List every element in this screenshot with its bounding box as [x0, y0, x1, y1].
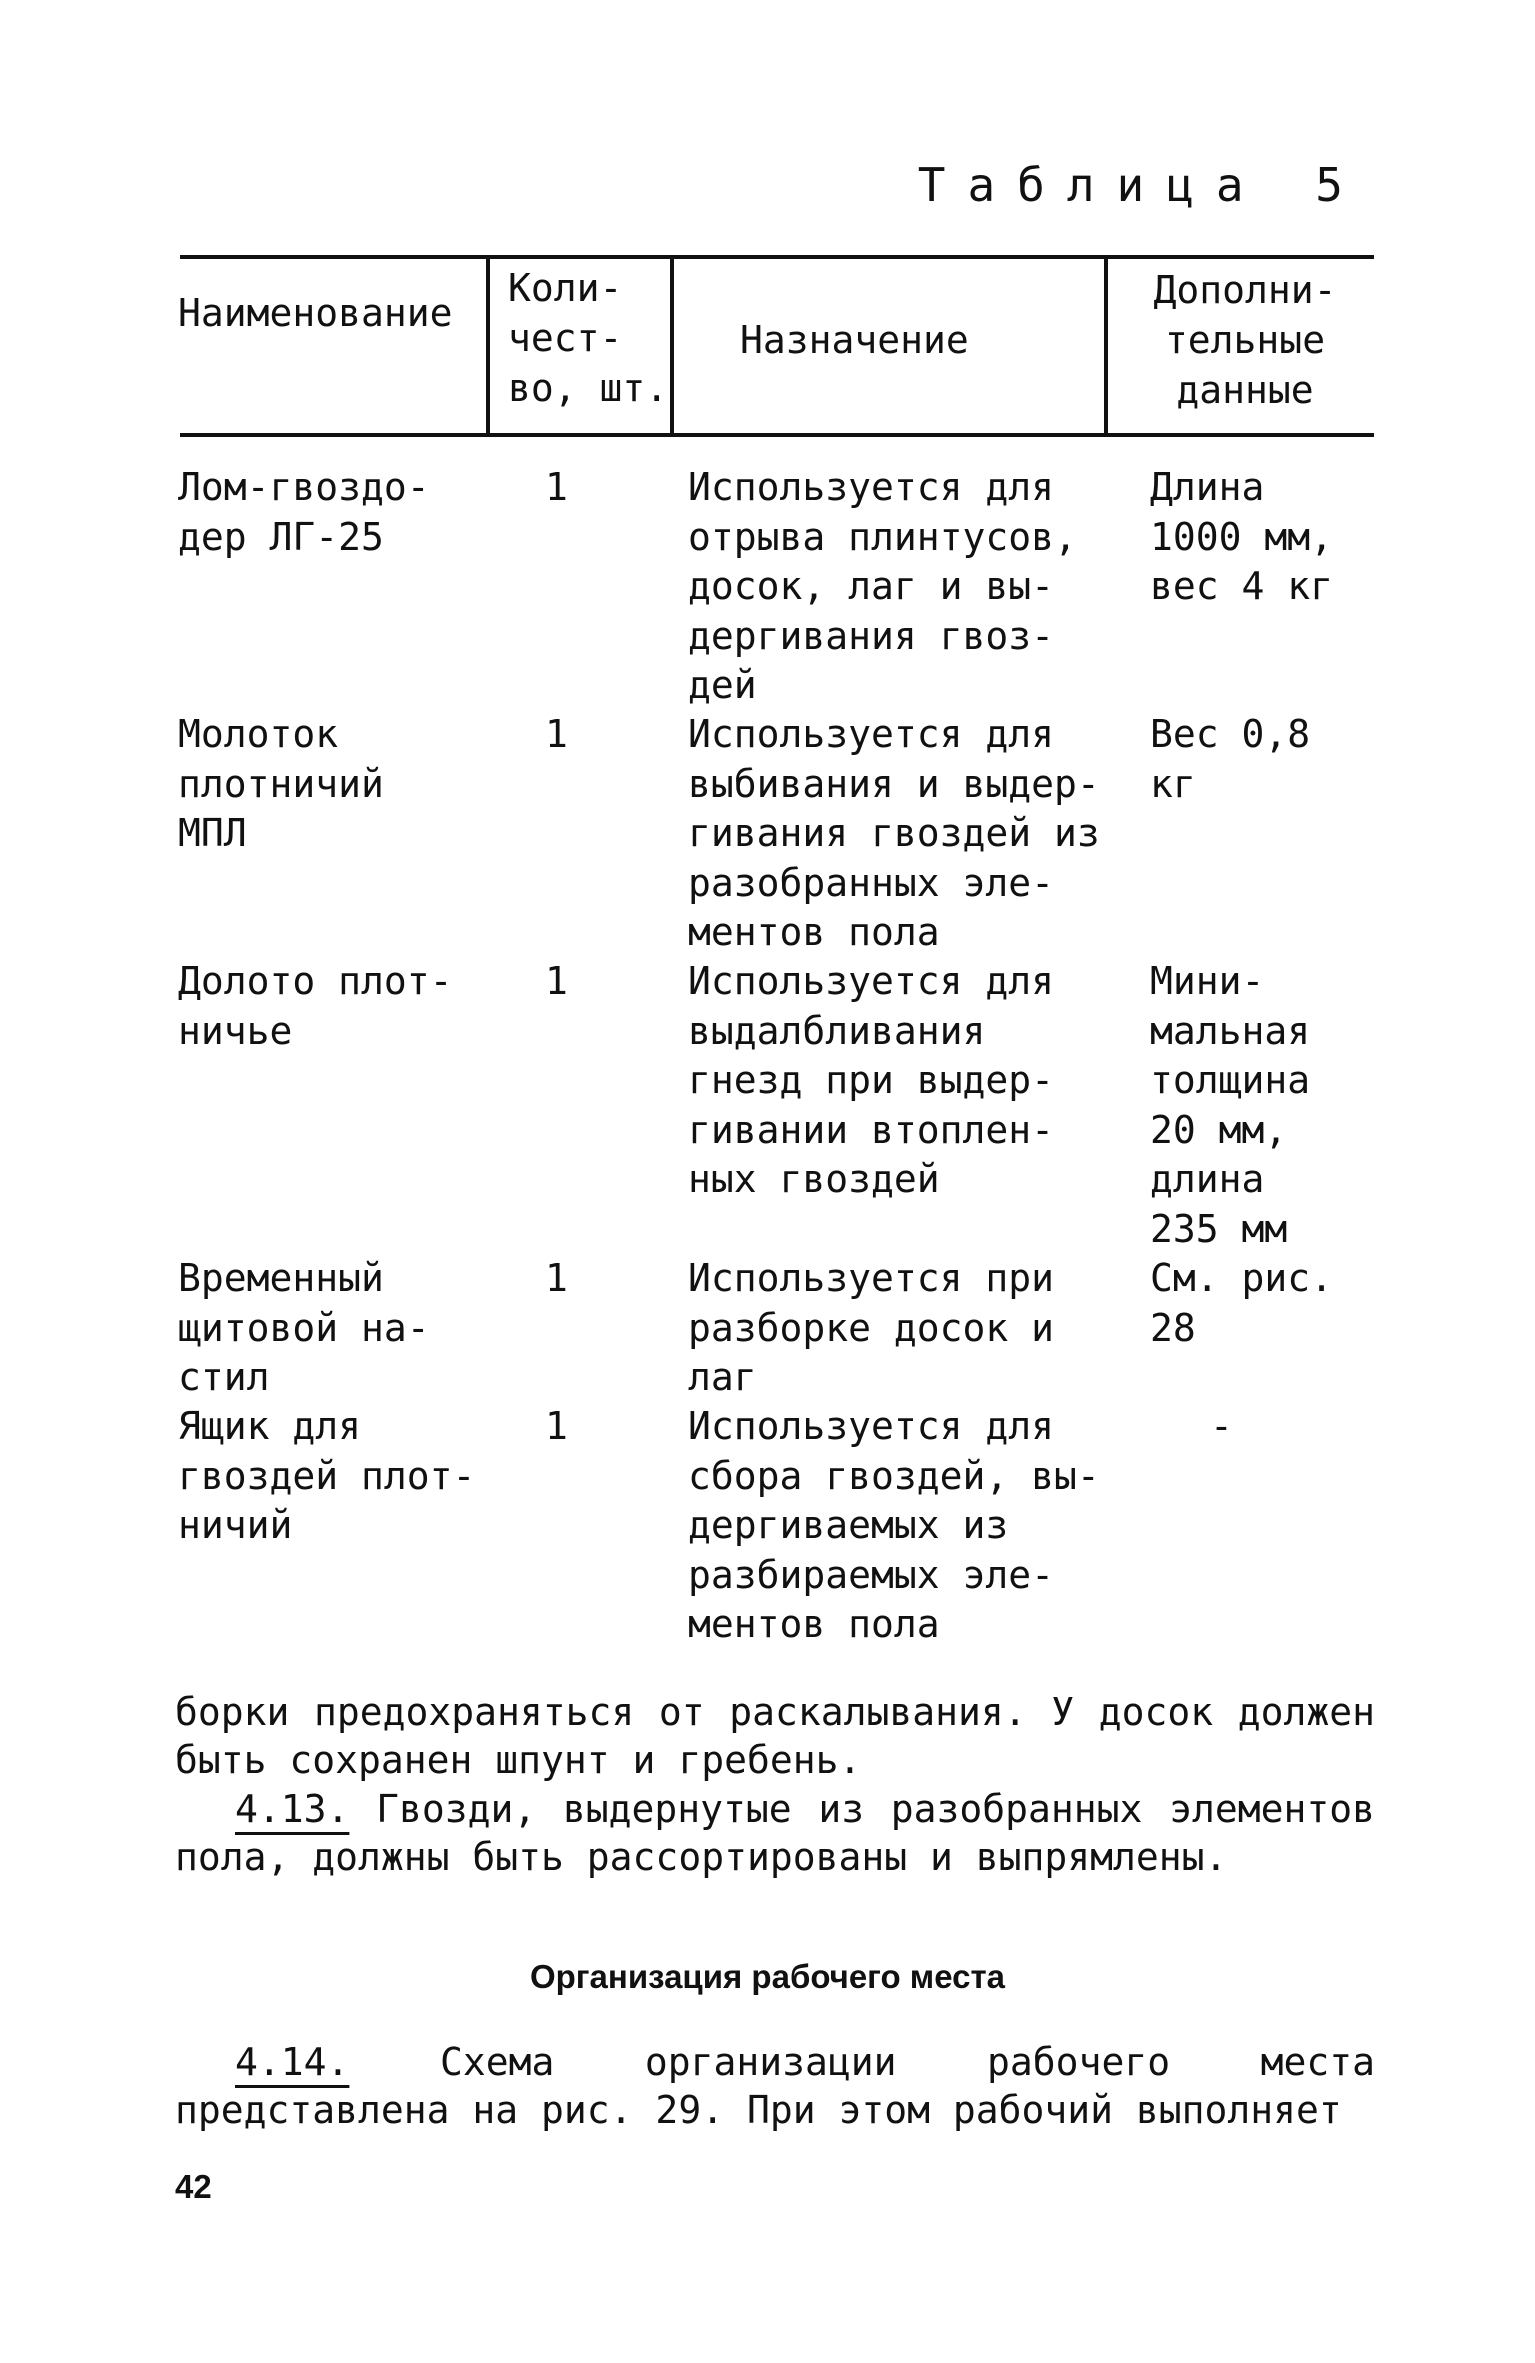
cell-qty: 1 — [545, 465, 568, 509]
paragraph-text: Гвозди, выдернутые из разобранных элементов пола, должны быть рассортированы и выпрямлены. — [175, 1787, 1375, 1879]
cell-additional: Мини- мальная толщина 20 мм, длина 235 мм — [1150, 959, 1311, 1251]
cell-additional: См. рис. 28 — [1150, 1256, 1334, 1350]
cell-qty: 1 — [545, 959, 568, 1003]
table-header-rule — [180, 433, 1374, 437]
cell-name: Лом-гвоздо- дер ЛГ-25 — [178, 465, 430, 559]
paragraph-number: 4.13. — [235, 1787, 350, 1831]
header-additional: Дополни- тельные данные — [1153, 268, 1337, 412]
cell-name: Временный щитовой на- стил — [178, 1256, 430, 1399]
section-title: Организация рабочего места — [529, 1958, 1006, 1995]
paragraph-text: Схема организации рабочего места представлена на рис. 29. При этом рабочий выполняет — [175, 2040, 1375, 2132]
header-name: Наименование — [178, 291, 453, 335]
header-qty: Коли- чест- во, шт. — [508, 266, 669, 410]
cell-name: Долото плот- ничье — [178, 959, 453, 1053]
cell-name: Молоток плотничий МПЛ — [178, 712, 384, 855]
cell-purpose: Используется для сбора гвоздей, вы- дергиваемых из разбираемых эле- ментов пола — [688, 1404, 1100, 1646]
column-divider — [486, 255, 490, 437]
cell-purpose: Используется для отрыва плинтусов, досок, лаг и вы- дергивания гвоз- дей — [688, 465, 1077, 707]
cell-qty: 1 — [545, 712, 568, 756]
paragraph-number: 4.14. — [235, 2040, 350, 2084]
paragraph-4-13 — [175, 1785, 1375, 1881]
cell-additional: - — [1210, 1404, 1233, 1448]
table-title: Таблица 5 — [917, 158, 1365, 212]
cell-qty: 1 — [545, 1404, 568, 1448]
column-divider — [1104, 255, 1108, 437]
page-number: 42 — [175, 2168, 212, 2205]
paragraph-continuation — [175, 1688, 1375, 1784]
cell-additional: Вес 0,8 кг — [1150, 712, 1311, 806]
cell-additional: Длина 1000 мм, вес 4 кг — [1150, 465, 1334, 608]
cell-purpose: Используется при разборке досок и лаг — [688, 1256, 1055, 1399]
cell-qty: 1 — [545, 1256, 568, 1300]
cell-purpose: Используется для выдалбливания гнезд при выдер- гивании втоплен- ных гвоздей — [688, 959, 1055, 1201]
paragraph-text: борки предохраняться от раскалывания. У досок должен быть сохранен шпунт и гребень. — [175, 1690, 1375, 1782]
header-purpose: Назначение — [740, 318, 969, 362]
paragraph-4-14 — [175, 2038, 1375, 2134]
table-top-rule — [180, 255, 1374, 259]
cell-name: Ящик для гвоздей плот- ничий — [178, 1404, 476, 1547]
cell-purpose: Используется для выбивания и выдер- гивания гвоздей из разобранных эле- ментов пола — [688, 712, 1100, 954]
